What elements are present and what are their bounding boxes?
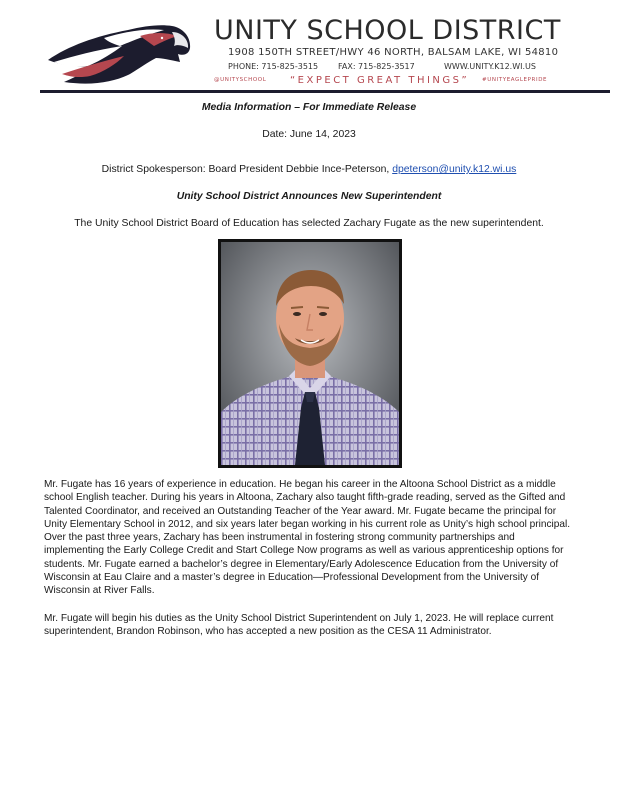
tagline-row (214, 75, 554, 87)
district-address: 1908 150TH STREET/HWY 46 NORTH, BALSAM LAKE, WI 54810 (228, 47, 559, 58)
district-name: UNITY SCHOOL DISTRICT (214, 15, 561, 46)
portrait-image (221, 242, 399, 465)
spokesperson-line (0, 164, 618, 175)
release-heading: Media Information – For Immediate Release (201, 102, 417, 113)
social-handle-left: @UNITYSCHOOL (214, 77, 267, 83)
district-motto: “EXPECT GREAT THINGS” (290, 75, 470, 86)
transition-paragraph: Mr. Fugate will begin his duties as the Unity School District Superintendent on July 1, 2023. He will replace current superintendent, Brandon Robinson, who has accepted a new position as the CESA 11 Administrator. (44, 613, 554, 638)
eagle-logo-icon (44, 16, 192, 88)
website-url: WWW.UNITY.K12.WI.US (444, 62, 536, 71)
letterhead (0, 0, 618, 96)
release-lead: The Unity School District Board of Education has selected Zachary Fugate as the new superintendent. (74, 218, 544, 229)
spokesperson-email-link[interactable]: dpeterson@unity.k12.wi.us (392, 164, 517, 175)
header-divider (40, 90, 610, 93)
fax-number: FAX: 715-825-3517 (338, 62, 415, 71)
release-date: Date: June 14, 2023 (262, 129, 356, 140)
phone-number: PHONE: 715-825-3515 (228, 62, 319, 71)
social-hashtag-right: #UNITYEAGLEPRIDE (482, 77, 548, 83)
contact-row (228, 62, 548, 74)
release-title: Unity School District Announces New Superintendent (176, 191, 442, 202)
biography-paragraph: Mr. Fugate has 16 years of experience in education. He began his career in the Altoona School District as a middle school English teacher. During his years in Altoona, Zachary also taught fifth-grade reading, served as the Gifted and Talented Coordinator, and received an Outstanding Teacher of the Year award. Mr. Fugate became the principal for Unity Elementary School in 2012, and six years later began working in his current role as Unity’s high school principal. Over the past three years, Zachary has been instrumental in fostering strong community partnerships and implementing the Early College Credit and Start College Now programs as well as various apprenticeship options for students. Mr. Fugate earned a bachelor’s degree in Elementary/Early Adolescence Education from the University of Wisconsin at Eau Claire and a master’s degree in Education—Professional Development from the University of Wisconsin at River Falls. (44, 479, 571, 597)
superintendent-portrait (218, 239, 402, 468)
spokesperson-label: District Spokesperson: Board President Debbie Ince-Peterson, (101, 164, 393, 175)
